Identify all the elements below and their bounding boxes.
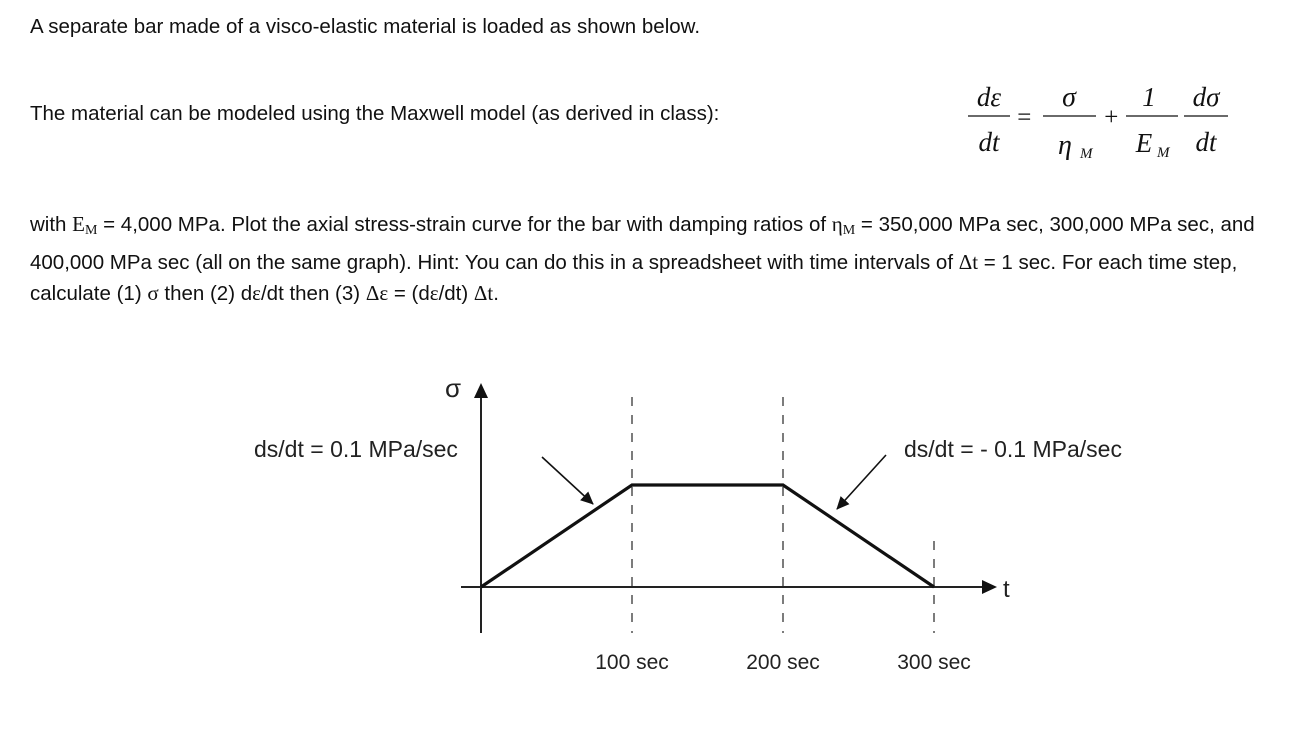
y-axis-label: σ <box>445 373 462 403</box>
rate-up-pointer <box>542 457 593 504</box>
problem-body <box>30 209 1290 310</box>
tick-label-200: 200 sec <box>746 651 820 674</box>
body-text-1: with <box>30 213 73 236</box>
y-axis-arrow-icon <box>474 383 488 398</box>
intro-text: A separate bar made of a visco-elastic material is loaded as shown below. <box>30 15 701 38</box>
body-text-5: then (2) d <box>158 282 253 305</box>
eq-term2-denominator-base: E <box>1135 128 1153 158</box>
body-text-8: /dt) <box>438 282 474 305</box>
epsilon-symbol-2: ε <box>429 281 439 305</box>
eq-term1-denominator-sub: M <box>1080 146 1093 162</box>
sigma-symbol: σ <box>147 281 159 305</box>
rate-up-label: ds/dt = 0.1 MPa/sec <box>254 436 458 462</box>
eq-lhs-denominator: dt <box>978 127 1000 157</box>
rate-down-pointer <box>837 455 886 509</box>
eta-symbol: η <box>831 212 843 236</box>
body-text-6: /dt then (3) <box>260 282 366 305</box>
eq-term3-denominator: dt <box>1195 127 1217 157</box>
model-sentence: The material can be modeled using the Maxwell model (as derived in class): <box>30 102 720 125</box>
eq-term2-numerator: 1 <box>1142 82 1156 112</box>
epsilon-symbol: ε <box>252 281 261 305</box>
eq-term1-numerator: σ <box>1062 82 1076 113</box>
body-text-9: . <box>493 282 499 305</box>
maxwell-equation <box>965 76 1255 166</box>
eq-term1-denominator-base: η <box>1058 130 1072 161</box>
delta-t-symbol-2: Δt <box>473 281 494 305</box>
eq-term2-denominator-sub: M <box>1157 145 1170 161</box>
body-text-4: = 1 sec. For each time step, calculate (1) <box>30 250 1238 305</box>
loading-diagram <box>240 365 1240 695</box>
rate-down-label: ds/dt = - 0.1 MPa/sec <box>904 436 1122 462</box>
em-subscript: M <box>84 223 98 238</box>
eq-term3-numerator: dσ <box>1192 82 1220 112</box>
body-text-7: = (d <box>388 282 430 305</box>
x-axis-arrow-icon <box>982 580 997 594</box>
delta-epsilon-symbol: Δε <box>365 281 389 305</box>
stress-profile-line <box>481 485 934 587</box>
em-symbol: E <box>72 212 85 236</box>
body-text-3: = 350,000 MPa sec, 300,000 MPa sec, and 400,000 MPa sec (all on the same graph). Hint: You can do this in a spreadsheet with time intervals of <box>30 213 1255 274</box>
body-text-2: = 4,000 MPa. Plot the axial stress-strain curve for the bar with damping ratios of <box>97 213 832 236</box>
eta-subscript: M <box>842 223 856 238</box>
eq-equals: = <box>1015 104 1033 131</box>
eq-plus: + <box>1102 104 1120 131</box>
eq-lhs-numerator: dε <box>976 82 1002 112</box>
tick-label-100: 100 sec <box>595 651 669 674</box>
delta-t-symbol: Δt <box>958 249 979 274</box>
tick-label-300: 300 sec <box>897 651 971 674</box>
x-axis-label: t <box>1003 576 1010 603</box>
